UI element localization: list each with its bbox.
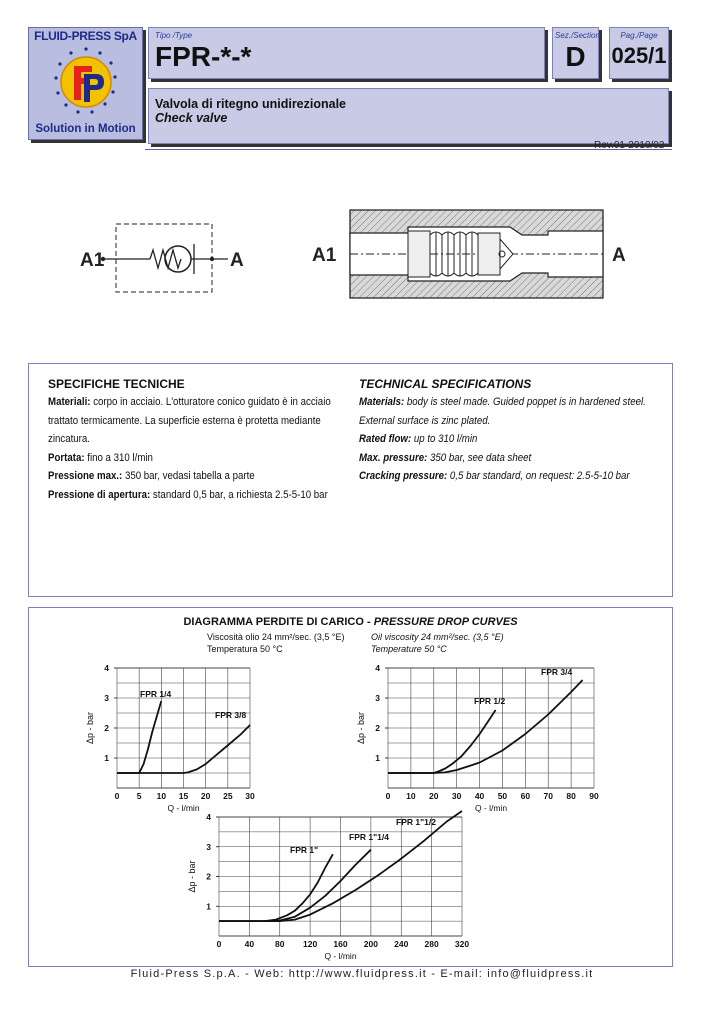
chart-3-y-tick: 3: [206, 841, 211, 852]
chart-3-ylabel: Δp - bar: [187, 860, 197, 893]
chart-3-xlabel: Q - l/min: [324, 951, 357, 961]
chart-2-x-tick: 40: [474, 791, 485, 801]
chart-2-x-tick: 50: [497, 791, 508, 801]
chart-1-x-tick: 5: [136, 791, 142, 801]
viscosity-it: Viscosità olio 24 mm²/sec. (3,5 °E): [207, 632, 345, 642]
viscosity-en: Oil viscosity 24 mm²/sec. (3,5 °E): [371, 632, 504, 642]
chart-2-x-tick: 30: [451, 791, 462, 801]
chart-3-series-label-1: FPR 1": [290, 845, 319, 855]
chart-1-y-tick: 4: [104, 663, 109, 673]
chart-3-x-tick: 200: [363, 939, 378, 949]
chart-2-y-tick: 4: [375, 663, 380, 673]
chart-1-x-tick: 30: [245, 791, 255, 801]
section-port-a: A: [612, 245, 626, 266]
spec-flow-it: Portata: fino a 310 l/min: [48, 451, 153, 464]
chart-2-series-label-1: FPR 1/2: [474, 696, 506, 706]
chart-3-x-tick: 120: [303, 939, 318, 949]
chart-2-y-tick: 2: [375, 723, 380, 733]
spec-cracking-it: Pressione di apertura: standard 0,5 bar, a richiesta 2.5-5-10 bar: [48, 488, 328, 501]
diagrams-title: DIAGRAMMA PERDITE DI CARICO - PRESSURE DROP CURVES: [183, 616, 518, 628]
logo-company-name: FLUID-PRESS SpA: [34, 29, 137, 43]
section-letter: D: [565, 41, 586, 72]
temperature-it: Temperatura 50 °C: [207, 644, 283, 654]
symbol-port-a1: A1: [80, 250, 105, 271]
chart-3-series-label-2: FPR 1"1/4: [349, 832, 389, 842]
chart-1-x-tick: 25: [223, 791, 233, 801]
symbol-port-a: A: [230, 250, 244, 271]
chart-1-y-tick: 3: [104, 693, 109, 703]
title-italian: Valvola di ritegno unidirezionale: [155, 97, 347, 111]
chart-2-y-tick: 1: [375, 753, 380, 763]
title-english: Check valve: [155, 111, 228, 125]
chart-3-y-tick: 2: [206, 871, 211, 882]
chart-2-x-tick: 60: [520, 791, 531, 801]
section-port-a1: A1: [312, 245, 337, 266]
chart-3-x-tick: 0: [216, 939, 222, 949]
section-label: Sez./Section: [555, 31, 600, 40]
spec-pressure-en: Max. pressure: 350 bar, see data sheet: [359, 451, 532, 464]
chart-3-x-tick: 80: [275, 939, 285, 949]
chart-2-x-tick: 10: [406, 791, 416, 801]
page-number: 025/1: [611, 43, 667, 68]
spec-pressure-it: Pressione max.: 350 bar, vedasi tabella a parte: [48, 470, 255, 482]
chart-2-x-tick: 70: [543, 791, 553, 801]
type-label: Tipo /Type: [155, 31, 193, 40]
chart-3-y-tick: 1: [206, 901, 211, 912]
chart-2-x-tick: 80: [566, 791, 576, 801]
chart-2-ylabel: Δp - bar: [356, 711, 366, 745]
temperature-en: Temperature 50 °C: [371, 644, 447, 654]
chart-3-y-tick: 4: [206, 812, 211, 822]
chart-3-x-tick: 40: [244, 939, 255, 949]
chart-2-x-tick: 0: [385, 791, 391, 801]
chart-1-xlabel: Q - l/min: [167, 803, 200, 813]
footer-contact: Fluid-Press S.p.A. - Web: http://www.fluidpress.it - E-mail: info@fluidpress.it: [130, 968, 594, 980]
chart-2-y-tick: 3: [375, 693, 380, 703]
chart-3-series-label-3: FPR 1"1/2: [396, 817, 436, 827]
chart-1-x-tick: 10: [156, 791, 167, 801]
chart-3-x-tick: 240: [394, 939, 409, 949]
revision-text: Rev.01-2010/02: [594, 140, 665, 151]
chart-3-x-tick: 280: [424, 939, 439, 949]
chart-1-x-tick: 15: [178, 791, 189, 801]
chart-1-x-tick: 0: [114, 791, 120, 801]
logo-slogan: Solution in Motion: [35, 123, 136, 135]
chart-1-x-tick: 20: [200, 791, 211, 801]
spec-flow-en: Rated flow: up to 310 l/min: [359, 433, 478, 445]
chart-2-x-tick: 90: [589, 791, 599, 801]
specs-heading-en: TECHNICAL SPECIFICATIONS: [359, 377, 532, 391]
chart-3-x-tick: 320: [454, 939, 470, 949]
chart-1-series-label-2: FPR 3/8: [215, 710, 247, 720]
chart-3-x-tick: 160: [333, 939, 348, 949]
chart-2-series-label-2: FPR 3/4: [541, 667, 573, 677]
chart-1-ylabel: Δp - bar: [85, 711, 95, 745]
model-code: FPR-*-*: [155, 41, 252, 72]
chart-2-x-tick: 20: [429, 791, 439, 801]
spec-materials-it: Materiali: corpo in acciaio. L'otturatore conico guidato è in acciaio trattato termicamente. La superficie esterna è protetta mediante zincatura.: [48, 396, 331, 445]
page-label: Pag./Page: [620, 31, 658, 40]
chart-1-series-label-1: FPR 1/4: [140, 689, 172, 699]
chart-1-y-tick: 1: [104, 753, 109, 763]
chart-1-y-tick: 2: [104, 723, 109, 733]
chart-2-xlabel: Q - l/min: [474, 803, 508, 813]
specs-heading-it: SPECIFICHE TECNICHE: [48, 377, 185, 391]
spec-materials-en: Materials: body is steel made. Guided poppet is in hardened steel. External surface is zinc plated.: [359, 396, 646, 427]
spec-cracking-en: Cracking pressure: 0,5 bar standard, on request: 2.5-5-10 bar: [359, 470, 630, 482]
